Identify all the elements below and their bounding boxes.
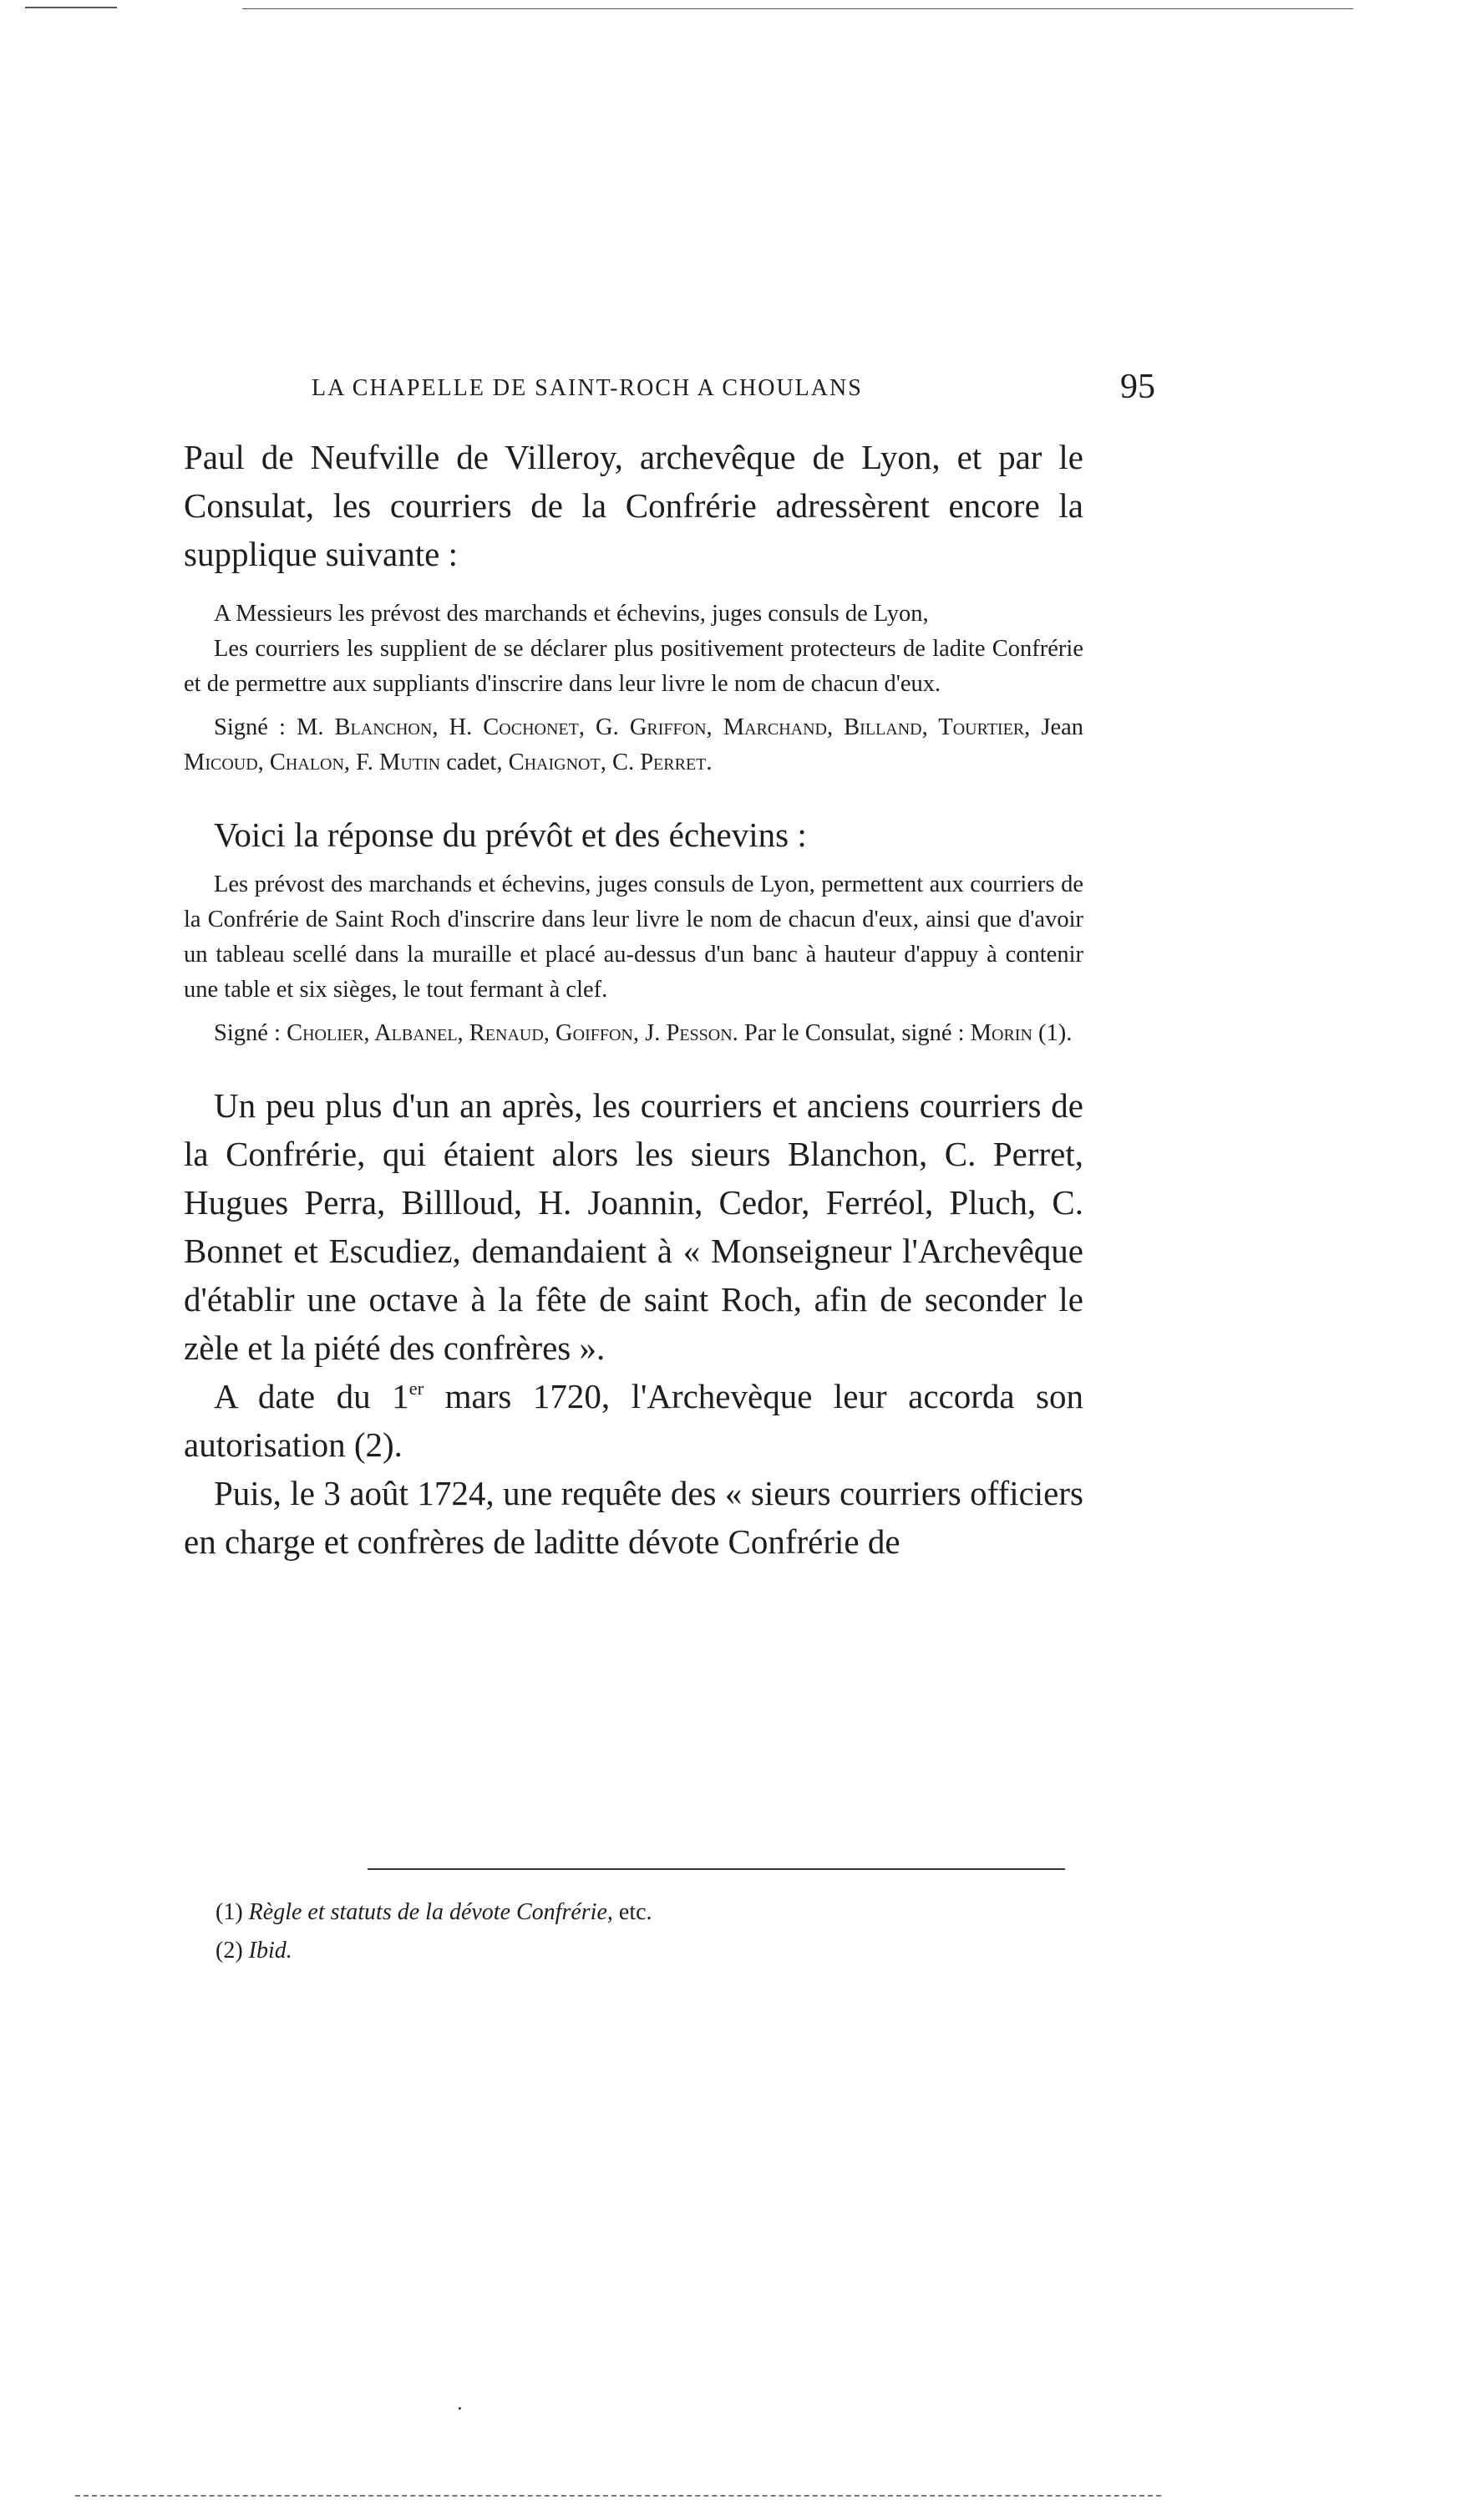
ink-speck: · (456, 2396, 464, 2421)
scan-bottom-edge (75, 2495, 1161, 2497)
footnote-separator (368, 1868, 1065, 1870)
footnote-2-italic: Ibid. (248, 1938, 292, 1964)
footnote-1-marker: (1) (216, 1899, 243, 1925)
reply-signatures (184, 1016, 1083, 1051)
reply-intro: Voici la réponse du prévôt et des échevins : (214, 815, 807, 854)
paragraph-1: Paul de Neufville de Villeroy, archevêque de Lyon, et par le Consulat, les courriers de la Confrérie adressèrent encore la supplique suivante : (184, 438, 1083, 573)
footnote-2-marker: (2) (216, 1938, 243, 1964)
petition-body: Les courriers les supplient de se déclarer plus positivement protecteurs de ladite Confrérie et de permettre aux suppliants d'inscrire dans leur livre le nom de chacun d'eux. (184, 636, 1083, 697)
running-title: LA CHAPELLE DE SAINT-ROCH A CHOULANS (312, 375, 863, 401)
paragraph-3-end: mars 1720, l'Archevèque leur accorda son autorisation (2). (184, 1377, 1084, 1464)
reply-note-ref: (1). (1038, 1020, 1073, 1046)
footnote-2 (216, 1932, 967, 1970)
petition-signatures (184, 710, 1083, 780)
scan-edge-mark (25, 7, 117, 12)
petition-signatories: Blanchon, H. Cochonet, G. Griffon, Marchand, Billand, Tourtier, (334, 714, 1031, 740)
paragraph-2: Un peu plus d'un an après, les courriers et anciens courriers de la Confrérie, qui étaient alors les sieurs Blanchon, C. Perret, Hugues Perra, Billloud, H. Joannin, Cedor, Ferréol, Pluch, C. Bonnet et Escudiez, demandaient à « Monseigneur l'Archevêque d'établir une octave à la fête de saint Roch, afin de seconder le zèle et la piété des confrères ». (184, 1086, 1083, 1367)
petition-micoud-prefix: Jean (1041, 714, 1083, 740)
reply-consulat: Par le Consulat, signé : (743, 1020, 965, 1046)
reply-body: Les prévost des marchands et échevins, juges consuls de Lyon, permettent aux courriers de la Confrérie de Saint Roch d'inscrire dans leur livre le nom de chacun d'eux, ainsi que d'avoir un tableau scellé dans la muraille et placé au-dessus d'un banc à hauteur d'appuy à contenir une table et six sièges, le tout fermant à clef. (184, 871, 1083, 1003)
reply-signatories: Cholier, Albanel, Renaud, Goiffon, J. Pesson. (287, 1020, 738, 1046)
paragraph-3-sup: er (408, 1378, 424, 1400)
page-body (184, 433, 1083, 1566)
reply-morin: Morin (970, 1020, 1032, 1046)
petition-signed-label: Signé : M. (214, 714, 324, 740)
petition-signatories-end: Chaignot, C. Perret. (508, 749, 713, 775)
reply-quote (184, 867, 1083, 1051)
petition-quote (184, 597, 1083, 780)
reply-signed-label: Signé : (214, 1020, 281, 1046)
page-number: 95 (1120, 368, 1155, 406)
paragraph-3 (184, 1372, 1083, 1469)
footnote-1-italic: Règle et statuts de la dévote Confrérie, (248, 1899, 613, 1925)
footnote-1 (216, 1893, 967, 1932)
petition-cadet: cadet, (446, 749, 503, 775)
scan-edge-line (242, 8, 1353, 13)
petition-address: A Messieurs les prévost des marchands et échevins, juges consuls de Lyon, (214, 601, 929, 627)
footnote-1-rest: etc. (618, 1899, 652, 1925)
paragraph-4: Puis, le 3 août 1724, une requête des « sieurs courriers officiers en charge et confrères de laditte dévote Confrérie de (184, 1474, 1083, 1561)
paragraph-3-start: A date du 1 (214, 1377, 409, 1415)
petition-micoud: Micoud, Chalon, F. Mutin (184, 749, 441, 775)
footnotes (216, 1893, 967, 1970)
